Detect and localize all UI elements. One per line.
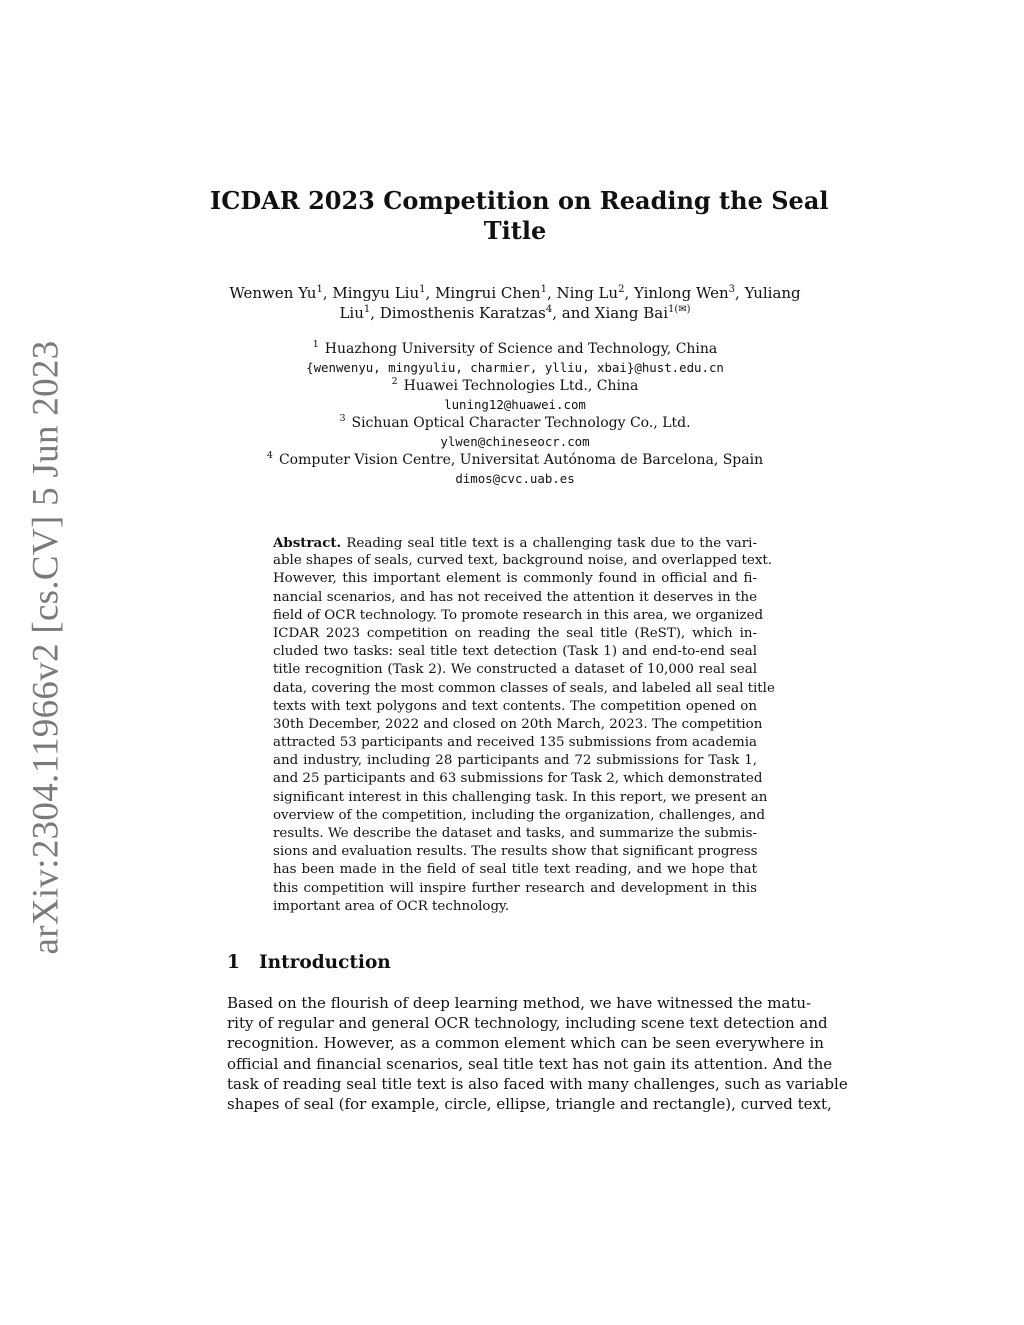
arxiv-identifier-text: arXiv:2304.11966v2 [cs.CV] 5 Jun 2023 <box>25 339 67 955</box>
intro-line: shapes of seal (for example, circle, ellipse, triangle and rectangle), curved text, <box>227 1094 832 1113</box>
author-line <box>200 303 830 323</box>
author-separator: , <box>322 284 333 302</box>
author-affiliation-mark: 1 <box>316 284 323 295</box>
arxiv-identifier <box>25 339 67 955</box>
author-name: Mingrui Chen <box>435 284 541 302</box>
affiliation-number: 2 <box>391 376 398 388</box>
abstract-line: cluded two tasks: seal title text detection (Task 1) and end-to-end seal <box>273 644 757 660</box>
title-line: Title <box>483 216 547 245</box>
abstract-line: title recognition (Task 2). We constructed a dataset of 10,000 real seal <box>273 662 757 678</box>
author-affiliation-mark: 2 <box>618 284 625 295</box>
intro-line: recognition. However, as a common element which can be seen everywhere in <box>227 1034 824 1053</box>
title-line: ICDAR 2023 Competition on Reading the Seal <box>210 186 829 215</box>
affiliation-number: 4 <box>266 450 273 462</box>
affiliation-list <box>200 340 830 488</box>
abstract-line: attracted 53 participants and received 135 submissions from academia <box>273 735 757 751</box>
section-heading <box>227 952 391 973</box>
abstract-line: able shapes of seals, curved text, background noise, and overlapped text. <box>273 553 773 569</box>
affiliation-institution <box>200 451 830 470</box>
abstract-line: and industry, including 28 participants and 72 submissions for Task 1, <box>273 753 757 769</box>
section-title: Introduction <box>259 952 391 973</box>
author-name: Yuliang <box>744 284 801 302</box>
abstract-line: sions and evaluation results. The results show that significant progress <box>273 844 758 860</box>
section-number: 1 <box>227 952 240 973</box>
intro-line: rity of regular and general OCR technology, including scene text detection and <box>227 1014 828 1033</box>
institution-name: Huazhong University of Science and Technology, China <box>324 341 718 357</box>
affiliation-institution <box>200 340 830 359</box>
abstract-heading: Abstract. <box>273 535 342 551</box>
author-name: Ning Lu <box>556 284 619 302</box>
abstract-line <box>273 534 757 552</box>
author-name: Wenwen Yu <box>229 284 317 302</box>
author-affiliation-mark: 1 <box>540 284 547 295</box>
author-affiliation-mark: 1(✉) <box>668 304 691 315</box>
abstract-line: ICDAR 2023 competition on reading the seal title (ReST), which in- <box>273 625 757 641</box>
institution-name: Sichuan Optical Character Technology Co., Ltd. <box>351 415 691 431</box>
abstract-line: texts with text polygons and text contents. The competition opened on <box>273 698 757 714</box>
introduction-paragraph <box>227 993 848 1114</box>
affiliation-institution <box>200 414 830 433</box>
abstract-line: 30th December, 2022 and closed on 20th March, 2023. The competition <box>273 716 763 732</box>
author-name: Mingyu Liu <box>332 284 420 302</box>
author-separator: , and <box>552 304 595 322</box>
abstract-line: overview of the competition, including the organization, challenges, and <box>273 807 766 823</box>
author-affiliation-mark: 4 <box>545 304 553 315</box>
institution-name: Computer Vision Centre, Universitat Autónoma de Barcelona, Spain <box>278 452 764 468</box>
abstract <box>273 534 775 916</box>
author-separator: , <box>546 284 557 302</box>
author-separator: , <box>735 284 745 302</box>
abstract-line: results. We describe the dataset and tasks, and summarize the submis- <box>273 826 757 841</box>
author-affiliation-mark: 3 <box>728 284 736 295</box>
abstract-line: However, this important element is commonly found in official and fi- <box>273 571 757 587</box>
affiliation-email: dimos@cvc.uab.es <box>455 470 575 486</box>
intro-line: task of reading seal title text is also faced with many challenges, such as variable <box>227 1074 848 1093</box>
affiliation-email: luning12@huawei.com <box>444 396 586 412</box>
author-name: Dimosthenis Karatzas <box>379 304 546 322</box>
author-separator: , <box>425 284 436 302</box>
abstract-line: this competition will inspire further research and development in this <box>273 880 757 896</box>
abstract-line: and 25 participants and 63 submissions for Task 2, which demonstrated <box>273 771 763 787</box>
author-name: Yinlong Wen <box>633 284 729 302</box>
author-affiliation-mark: 1 <box>363 304 371 315</box>
author-separator: , <box>370 304 380 322</box>
affiliation-email: ylwen@chineseocr.com <box>440 433 590 449</box>
intro-line: Based on the flourish of deep learning method, we have witnessed the matu- <box>227 994 812 1012</box>
paper-title <box>210 186 829 246</box>
abstract-line: important area of OCR technology. <box>273 898 510 914</box>
intro-line: official and financial scenarios, seal title text has not gain its attention. And the <box>227 1054 833 1073</box>
affiliation-number: 1 <box>312 339 319 351</box>
author-affiliation-mark: 1 <box>419 284 426 295</box>
institution-name: Huawei Technologies Ltd., China <box>403 378 639 394</box>
author-line <box>200 283 830 303</box>
abstract-line: data, covering the most common classes of seals, and labeled all seal title <box>273 680 775 696</box>
abstract-line: nancial scenarios, and has not received the attention it deserves in the <box>273 589 757 605</box>
author-name: Xiang Bai <box>594 304 668 322</box>
abstract-line: field of OCR technology. To promote research in this area, we organized <box>273 607 764 623</box>
abstract-line: significant interest in this challenging task. In this report, we present an <box>273 789 768 805</box>
author-name: Liu <box>339 304 364 322</box>
abstract-line-text: Reading seal title text is a challenging task due to the vari- <box>346 536 757 551</box>
author-list <box>200 283 830 323</box>
affiliation-institution <box>200 377 830 396</box>
affiliation-number: 3 <box>339 413 346 425</box>
affiliation-email: {wenwenyu, mingyuliu, charmier, ylliu, xbai}@hust.edu.cn <box>306 359 724 375</box>
abstract-line: has been made in the field of seal title text reading, and we hope that <box>273 862 757 878</box>
author-separator: , <box>624 284 634 302</box>
